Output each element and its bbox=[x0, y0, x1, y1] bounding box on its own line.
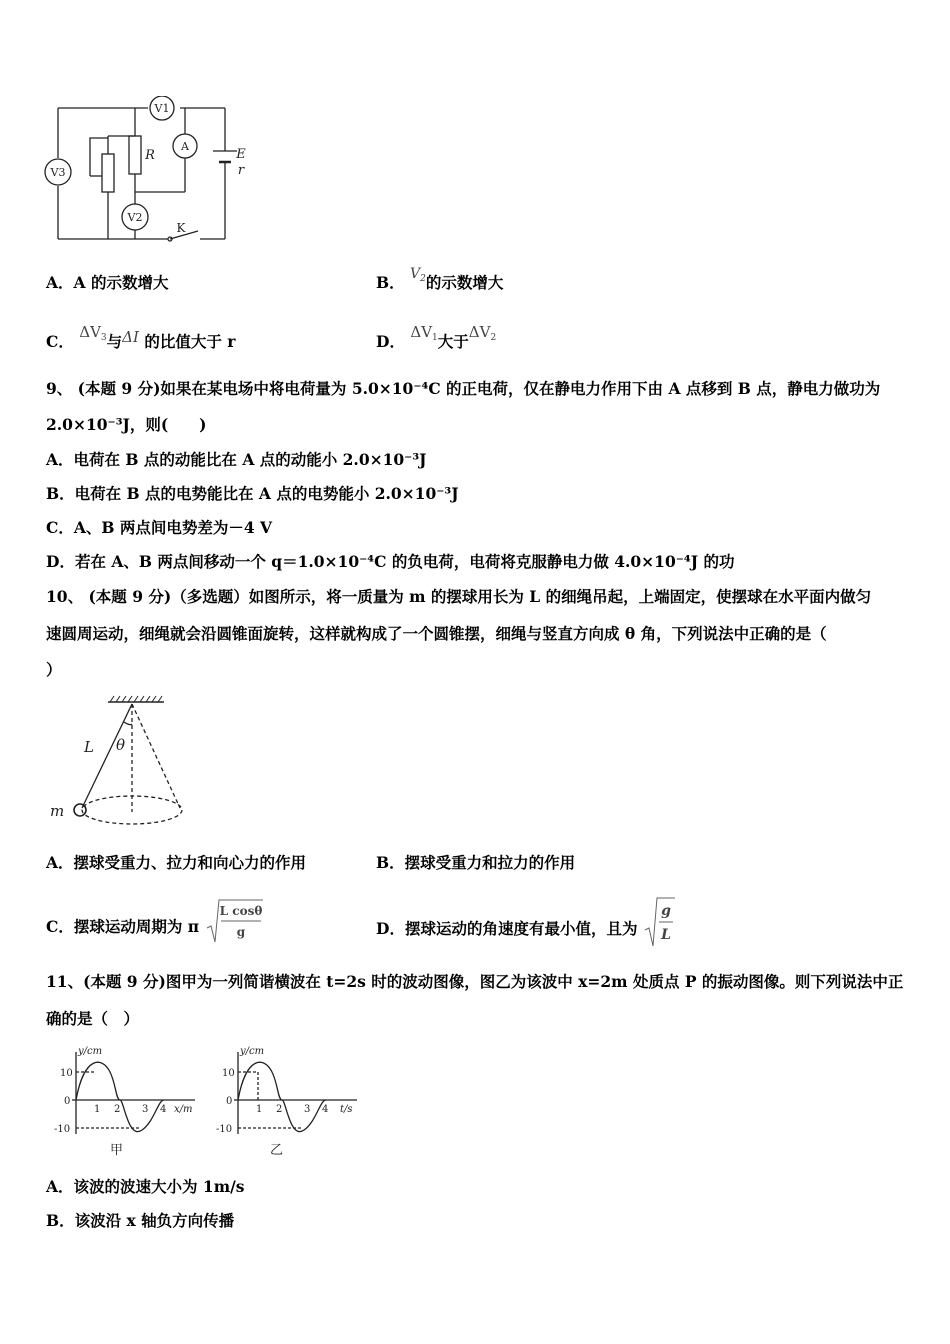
svg-text:L: L bbox=[660, 927, 671, 943]
yi-tick-3: 3 bbox=[304, 1104, 311, 1115]
q9-stem-line2: 2.0×10⁻³J，则( ) bbox=[46, 415, 207, 434]
q11-stem-line2: 确的是（ ） bbox=[46, 1009, 140, 1028]
length-label: L bbox=[84, 738, 94, 756]
sqrt-lcos-over-g bbox=[205, 898, 265, 944]
q10-option-b[interactable]: B．摆球受重力和拉力的作用 bbox=[376, 853, 576, 872]
resistor-label: R bbox=[145, 148, 155, 163]
q10-option-c[interactable]: C．摆球运动周期为 π L cosθ g bbox=[46, 912, 265, 944]
jia-y-axis-label: y/cm bbox=[78, 1046, 103, 1057]
yi-caption: 乙 bbox=[270, 1143, 284, 1158]
wave-graph-jia bbox=[50, 1042, 205, 1162]
conical-pendulum-diagram bbox=[40, 692, 200, 837]
svg-text:g: g bbox=[660, 903, 671, 919]
q9-option-d[interactable]: D．若在 A、B 两点间移动一个 q＝1.0×10⁻⁴C 的负电荷，电荷将克服静电力做 4.0×10⁻⁴J 的功 bbox=[46, 552, 735, 571]
q10-stem-line1: 10、 (本题 9 分)（多选题）如图所示，将一质量为 m 的摆球用长为 L 的细绳吊起，上端固定，使摆球在水平面内做匀 bbox=[46, 587, 872, 606]
q9-option-b[interactable]: B．电荷在 B 点的电势能比在 A 点的电势能小 2.0×10⁻³J bbox=[46, 484, 459, 503]
jia-tick-1: 1 bbox=[94, 1104, 101, 1115]
svg-text:g: g bbox=[236, 925, 245, 939]
q9-option-a[interactable]: A．电荷在 B 点的动能比在 A 点的动能小 2.0×10⁻³J bbox=[46, 450, 427, 469]
q8-option-d[interactable]: D． $\Delta V_1$大于$\Delta V_2$ bbox=[376, 323, 497, 351]
jia-tick-4: 4 bbox=[160, 1104, 167, 1115]
jia-tick-2: 2 bbox=[114, 1104, 121, 1115]
yi-tick-4: 4 bbox=[322, 1104, 329, 1115]
q8-option-b[interactable]: B． $V_2$的示数增大 bbox=[376, 266, 504, 292]
yi-y-axis-label: y/cm bbox=[240, 1046, 265, 1057]
jia-caption: 甲 bbox=[110, 1143, 124, 1158]
meter-v2-label: V2 bbox=[127, 211, 143, 224]
svg-text:L cosθ: L cosθ bbox=[219, 904, 262, 918]
yi-tick-0: 0 bbox=[226, 1096, 233, 1107]
circuit-diagram bbox=[40, 96, 255, 246]
yi-x-axis-label: t/s bbox=[340, 1104, 353, 1115]
yi-tick-1: 1 bbox=[256, 1104, 263, 1115]
meter-a-label: A bbox=[181, 140, 189, 153]
q8-option-a[interactable]: A．A 的示数增大 bbox=[46, 273, 169, 292]
yi-tick-neg10: -10 bbox=[216, 1124, 233, 1135]
meter-v1-label: V1 bbox=[154, 102, 170, 115]
q11-option-a[interactable]: A．该波的波速大小为 1m/s bbox=[46, 1177, 245, 1196]
jia-tick-10: 10 bbox=[60, 1068, 73, 1079]
switch-label: K bbox=[176, 221, 186, 235]
yi-tick-10: 10 bbox=[222, 1068, 235, 1079]
mass-label: m bbox=[50, 802, 65, 820]
q11-option-b[interactable]: B．该波沿 x 轴负方向传播 bbox=[46, 1211, 235, 1230]
meter-v3-label: V3 bbox=[50, 166, 66, 179]
wave-graph-yi bbox=[212, 1042, 367, 1162]
q9-stem-line1: 9、 (本题 9 分)如果在某电场中将电荷量为 5.0×10⁻⁴C 的正电荷，仅在静电力作用下由 A 点移到 B 点，静电力做功为 bbox=[46, 379, 881, 398]
jia-tick-0: 0 bbox=[64, 1096, 71, 1107]
jia-tick-3: 3 bbox=[142, 1104, 149, 1115]
q10-stem-line3: ） bbox=[46, 660, 62, 679]
q11-stem-line1: 11、(本题 9 分)图甲为一列简谐横波在 t=2s 时的波动图像，图乙为该波中 x=2m 处质点 P 的振动图像。则下列说法中正 bbox=[46, 972, 904, 991]
q10-option-d[interactable]: D．摆球运动的角速度有最小值，且为 g L bbox=[376, 912, 677, 948]
q9-option-c[interactable]: C．A、B 两点间电势差为－4 V bbox=[46, 518, 273, 537]
q10-stem-line2: 速圆周运动，细绳就会沿圆锥面旋转，这样就构成了一个圆锥摆，细绳与竖直方向成 θ 角，下列说法中正确的是（ bbox=[46, 624, 827, 643]
theta-label: θ bbox=[116, 736, 126, 754]
yi-tick-2: 2 bbox=[276, 1104, 283, 1115]
q8-option-c[interactable]: C． $\Delta V_3$与ΔI 的比值大于 r bbox=[46, 323, 236, 351]
jia-x-axis-label: x/m bbox=[174, 1104, 193, 1115]
sqrt-g-over-l bbox=[643, 896, 677, 948]
q10-option-a[interactable]: A．摆球受重力、拉力和向心力的作用 bbox=[46, 853, 307, 872]
internal-resistance-label: r bbox=[237, 163, 245, 178]
emf-label: E bbox=[236, 147, 246, 162]
jia-tick-neg10: -10 bbox=[54, 1124, 71, 1135]
